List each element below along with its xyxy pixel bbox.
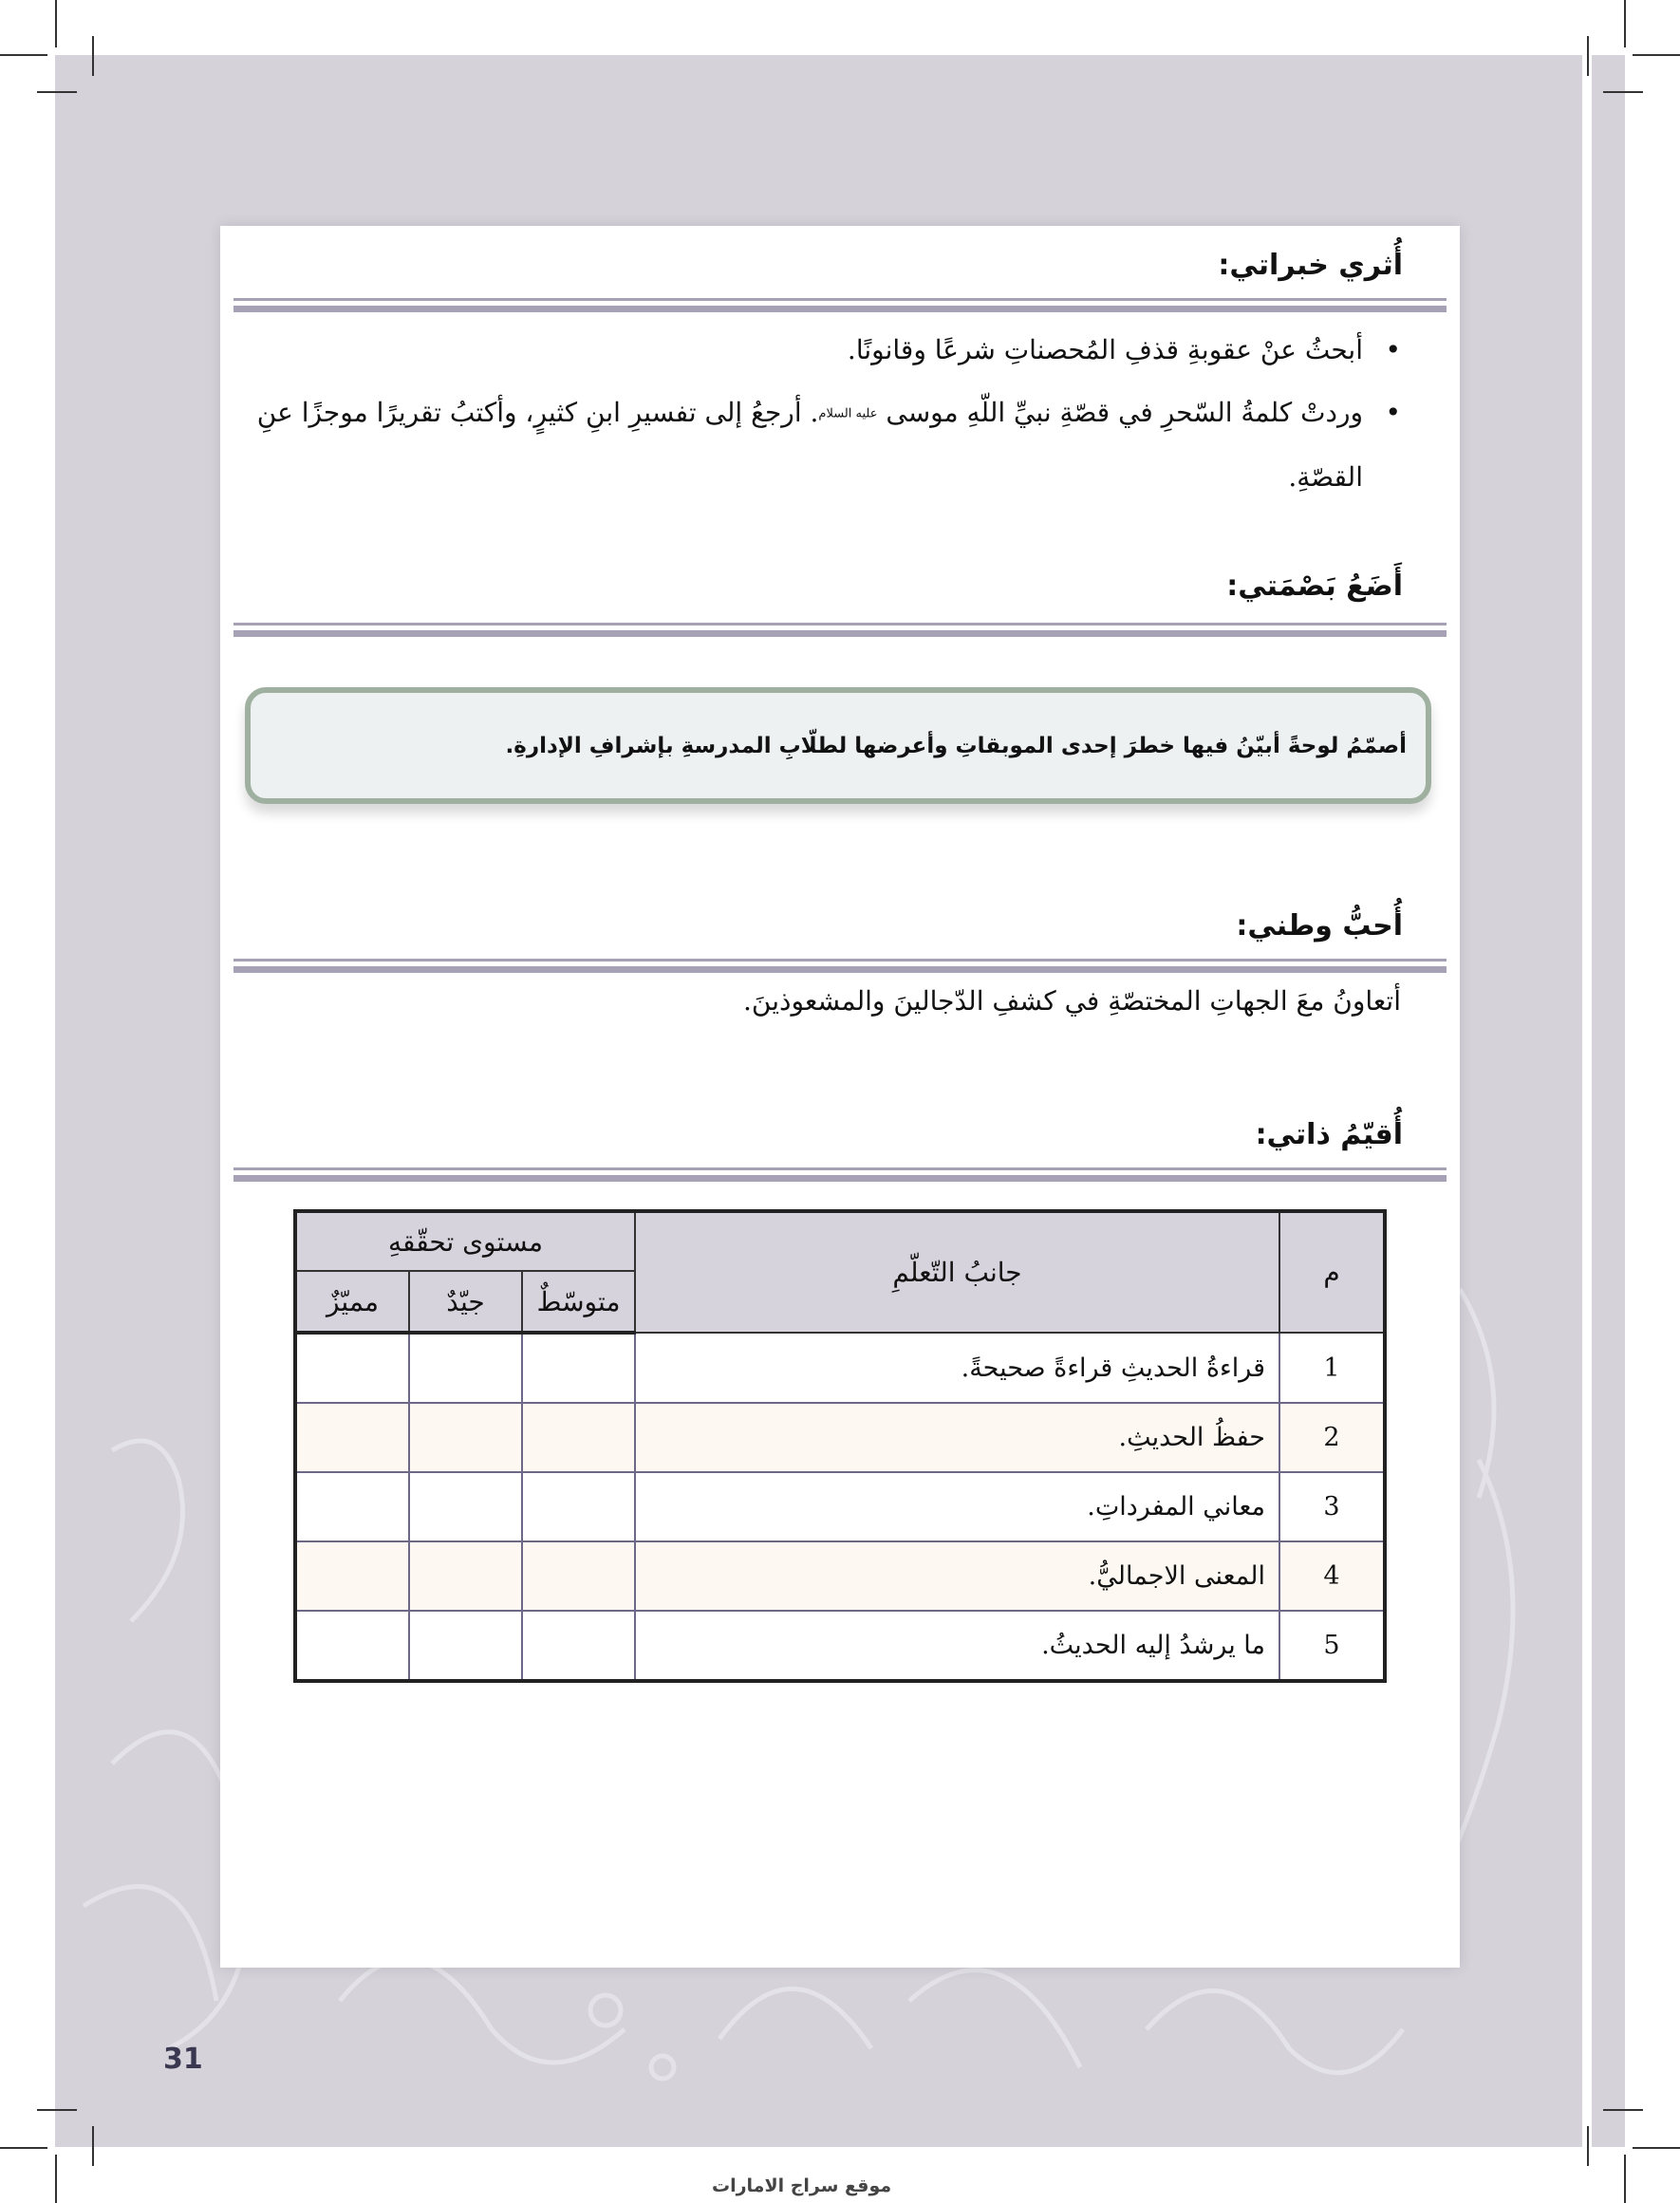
crop-mark: [55, 2155, 57, 2203]
crop-mark: [37, 91, 77, 93]
content-card: [220, 226, 1460, 1968]
table-row: [295, 1611, 1385, 1681]
cell-excellent[interactable]: [295, 1541, 409, 1611]
cell-average[interactable]: [522, 1472, 635, 1541]
crop-mark: [1603, 2109, 1643, 2111]
footer-site-name: موقع سراج الامارات: [712, 2175, 892, 2196]
section-title-experiences: أُثري خبراتي:: [1218, 249, 1403, 282]
crop-mark: [1624, 2155, 1626, 2203]
cell-good[interactable]: [409, 1541, 522, 1611]
row-number: 2: [1279, 1403, 1385, 1472]
list-item: [233, 319, 1401, 382]
section-rule: [233, 623, 1447, 635]
table-row: [295, 1403, 1385, 1472]
row-aspect: حفظُ الحديثِ.: [635, 1403, 1279, 1472]
section-title-self-assessment: أُقيّمُ ذاتي:: [1255, 1118, 1403, 1151]
crop-mark: [1587, 2126, 1589, 2166]
table-row: [295, 1333, 1385, 1403]
crop-mark: [37, 2109, 77, 2111]
row-aspect: ما يرشدُ إليه الحديثُ.: [635, 1611, 1279, 1681]
bullet-text: أبحثُ عنْ عقوبةِ قذفِ المُحصناتِ شرعًا وقانونًا.: [847, 334, 1363, 365]
cell-average[interactable]: [522, 1403, 635, 1472]
section-title-homeland: أُحبُّ وطني:: [1236, 909, 1403, 943]
row-number: 5: [1279, 1611, 1385, 1681]
crop-mark: [0, 54, 47, 56]
bullet-text: وردتْ كلمةُ السّحرِ في قصّةِ نبيِّ اللّهِ موسى: [886, 397, 1363, 428]
cell-good[interactable]: [409, 1403, 522, 1472]
cell-average[interactable]: [522, 1333, 635, 1403]
crop-mark: [1587, 36, 1589, 76]
row-number: 3: [1279, 1472, 1385, 1541]
page-number: 31: [163, 2043, 203, 2076]
crop-mark: [1624, 0, 1626, 47]
crop-mark: [55, 0, 57, 47]
crop-mark: [1603, 91, 1643, 93]
table-row: [295, 1472, 1385, 1541]
cell-average[interactable]: [522, 1611, 635, 1681]
header-level-group: مستوى تحقّقهِ: [295, 1211, 635, 1271]
crop-mark: [1633, 2147, 1680, 2149]
section-rule: [233, 1167, 1447, 1180]
header-number: م: [1279, 1211, 1385, 1333]
cell-excellent[interactable]: [295, 1611, 409, 1681]
table-row: [295, 1541, 1385, 1611]
cell-excellent[interactable]: [295, 1472, 409, 1541]
bullet-text: . أرجعُ إلى تفسيرِ ابنِ كثيرٍ، وأكتبُ تقريرًا موجزًا عنِ القصّةِ.: [256, 397, 1363, 493]
cell-good[interactable]: [409, 1333, 522, 1403]
homeland-text: أتعاونُ معَ الجهاتِ المختصّةِ في كشفِ الدّجالينَ والمشعوذينَ.: [743, 985, 1401, 1017]
self-assessment-table: [293, 1209, 1387, 1683]
crop-mark: [1633, 54, 1680, 56]
activity-text: أصمّمُ لوحةً أبيّنُ فيها خطرَ إحدى الموبقاتِ وأعرضها لطلّابِ المدرسةِ بإشرافِ الإدارةِ.: [505, 733, 1407, 758]
row-aspect: قراءةُ الحديثِ قراءةً صحيحةً.: [635, 1333, 1279, 1403]
header-aspect: جانبُ التّعلّمِ: [635, 1211, 1279, 1333]
row-number: 1: [1279, 1333, 1385, 1403]
side-strip: [1592, 55, 1625, 2147]
honorific-glyph: عليه السلام: [818, 406, 878, 421]
list-item: [233, 382, 1401, 509]
section-rule: [233, 298, 1447, 310]
experiences-list: [233, 319, 1401, 509]
section-title-fingerprint: أَضَعُ بَصْمَتي:: [1226, 569, 1403, 603]
cell-good[interactable]: [409, 1472, 522, 1541]
cell-excellent[interactable]: [295, 1403, 409, 1472]
activity-box: [245, 687, 1431, 804]
crop-mark: [92, 2126, 94, 2166]
header-level-good: جيّدٌ: [409, 1271, 522, 1333]
cell-excellent[interactable]: [295, 1333, 409, 1403]
header-level-excellent: مميّزٌ: [295, 1271, 409, 1333]
cell-good[interactable]: [409, 1611, 522, 1681]
header-level-average: متوسّطٌ: [522, 1271, 635, 1333]
crop-mark: [0, 2147, 47, 2149]
cell-average[interactable]: [522, 1541, 635, 1611]
row-number: 4: [1279, 1541, 1385, 1611]
row-aspect: معاني المفرداتِ.: [635, 1472, 1279, 1541]
crop-mark: [92, 36, 94, 76]
row-aspect: المعنى الاجماليُّ.: [635, 1541, 1279, 1611]
